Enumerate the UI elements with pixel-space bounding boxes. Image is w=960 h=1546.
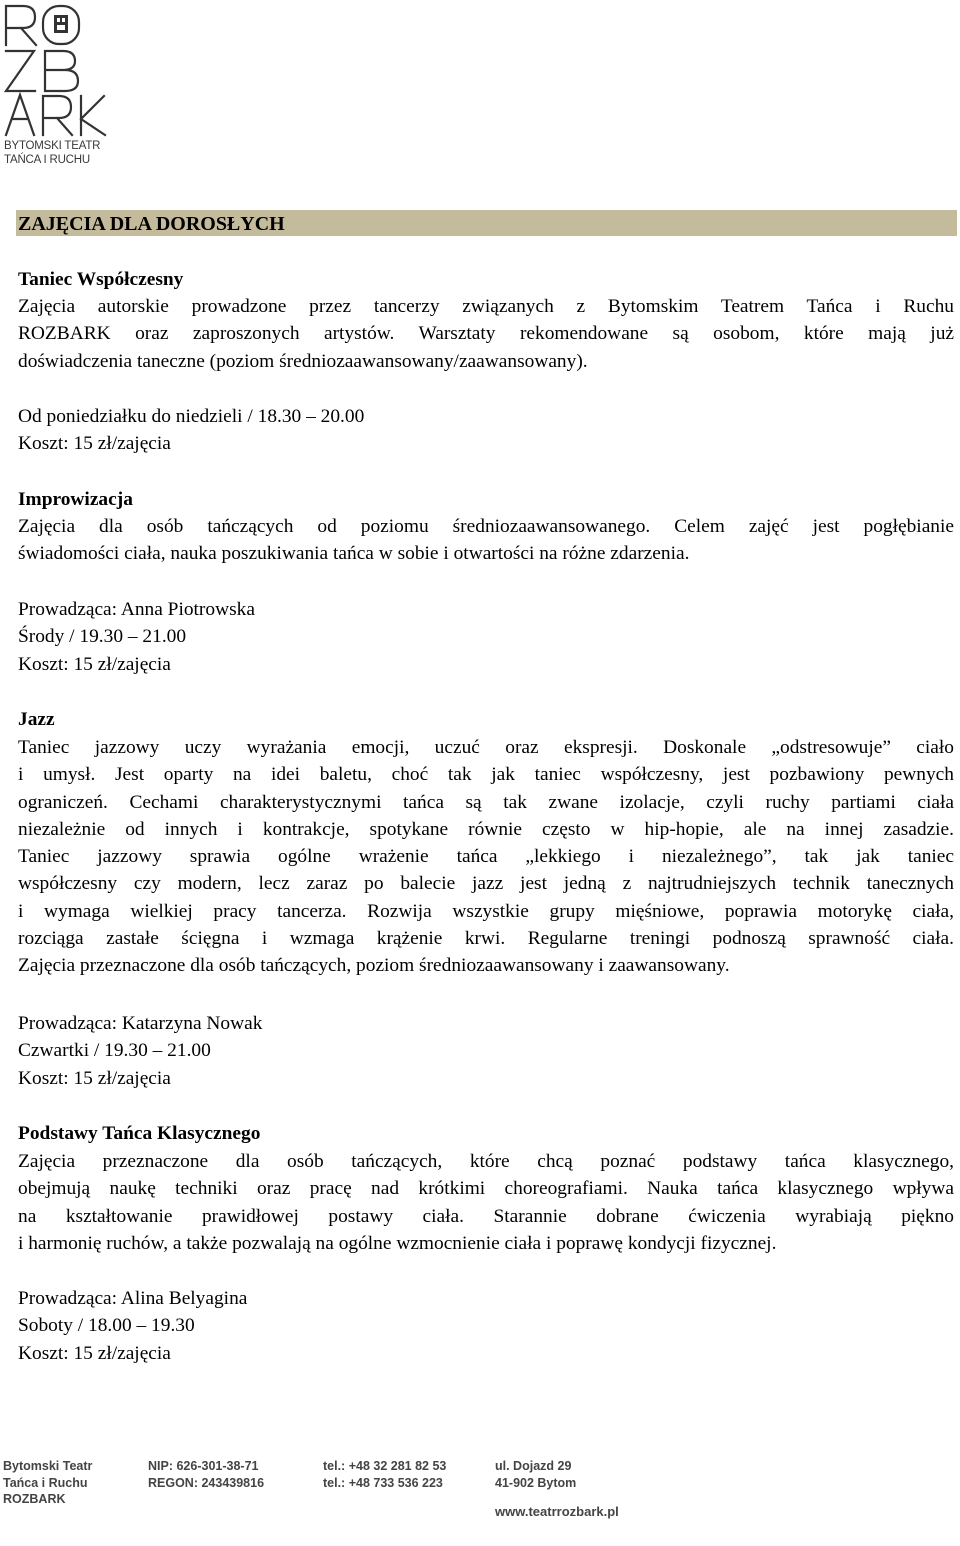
schedule-improwizacja: Środy / 19.30 – 21.00	[18, 626, 187, 647]
footer-address-line-2: 41-902 Bytom	[495, 1475, 577, 1490]
cost-podstawy-tanca-klasycznego: Koszt: 15 zł/zajęcia	[18, 1343, 171, 1364]
description-taniec-wspolczesny	[18, 293, 954, 375]
footer-phone-1: tel.: +48 32 281 82 53	[323, 1459, 447, 1473]
footer-name-line: ROZBARK	[3, 1492, 66, 1506]
paragraph-line: Taniec jazzowy uczy wyrażania emocji, uczuć oraz ekspresji. Doskonale „odstresowuje” ciało	[18, 737, 954, 758]
footer-website-link[interactable]: www.teatrrozbark.pl	[495, 1504, 619, 1519]
paragraph-line: ograniczeń. Cechami charakterystycznymi tańca są tak zwane izolacje, czyli ruchy partiami ciała	[18, 791, 954, 813]
paragraph-line: rozciąga zastałe ścięgna i wzmaga krążenie krwi. Regularne treningi podnoszą sprawność ciała.	[18, 928, 954, 950]
paragraph-line: i harmonię ruchów, a także pozwalają na ogólne wzmocnienie ciała i poprawę kondycji fizycznej.	[18, 1232, 777, 1254]
instructor-improwizacja: Prowadząca: Anna Piotrowska	[18, 599, 255, 620]
page-footer	[0, 1450, 960, 1546]
rozbark-logo-mark	[3, 3, 107, 137]
footer-address	[495, 1458, 576, 1491]
logo-caption-line-1: BYTOMSKI TEATR	[4, 140, 101, 152]
section-title: ZAJĘCIA DLA DOROSŁYCH	[18, 213, 285, 235]
footer-phones	[323, 1458, 446, 1491]
paragraph-line: i umysł. Jest oparty na idei baletu, choć tak jak taniec współczesny, jest pozbawiony pewnych	[18, 764, 954, 786]
paragraph-line: Zajęcia autorskie prowadzone przez tancerzy związanych z Bytomskim Teatrem Tańca i Ruchu	[18, 296, 954, 317]
paragraph-line: ROZBARK oraz zaproszonych artystów. Warsztaty rekomendowane są osobom, które mają już	[18, 323, 954, 345]
building-icon	[54, 15, 68, 33]
paragraph-line: Zajęcia dla osób tańczących od poziomu średniozaawansowanego. Celem zajęć jest pogłębianie	[18, 516, 954, 537]
paragraph-line: na kształtowanie prawidłowej postawy ciała. Starannie dobrane ćwiczenia wyrabiają piękno	[18, 1205, 954, 1227]
paragraph-line: Taniec jazzowy sprawia ogólne wrażenie tańca „lekkiego i niezależnego”, tak jak taniec	[18, 846, 954, 868]
cost-jazz: Koszt: 15 zł/zajęcia	[18, 1068, 171, 1089]
heading-podstawy-tanca-klasycznego: Podstawy Tańca Klasycznego	[18, 1123, 261, 1144]
cost-improwizacja: Koszt: 15 zł/zajęcia	[18, 654, 171, 675]
footer-company-ids	[148, 1458, 264, 1491]
description-improwizacja	[18, 513, 954, 568]
heading-jazz: Jazz	[18, 709, 55, 730]
paragraph-line: obejmują naukę techniki oraz pracę nad krótkimi choreografiami. Nauka tańca klasycznego wpływa	[18, 1178, 954, 1200]
paragraph-line: doświadczenia taneczne (poziom średniozaawansowany/zaawansowany).	[18, 350, 588, 372]
footer-nip: NIP: 626-301-38-71	[148, 1459, 259, 1473]
paragraph-line: świadomości ciała, nauka poszukiwania tańca w sobie i otwartości na różne zdarzenia.	[18, 543, 690, 565]
heading-improwizacja: Improwizacja	[18, 489, 133, 510]
description-jazz	[18, 734, 954, 980]
paragraph-line: współczesny czy modern, lecz zaraz po balecie jazz jest jedną z najtrudniejszych technik tanecznych	[18, 873, 954, 895]
footer-name-line: Tańca i Ruchu	[3, 1475, 88, 1490]
logo-caption	[4, 139, 108, 167]
footer-regon: REGON: 243439816	[148, 1475, 265, 1490]
instructor-podstawy-tanca-klasycznego: Prowadząca: Alina Belyagina	[18, 1288, 248, 1309]
footer-name-line: Bytomski Teatr	[3, 1459, 93, 1473]
cost-taniec-wspolczesny: Koszt: 15 zł/zajęcia	[18, 433, 171, 454]
instructor-jazz: Prowadząca: Katarzyna Nowak	[18, 1013, 263, 1034]
schedule-taniec-wspolczesny: Od poniedziałku do niedzieli / 18.30 – 20.00	[18, 406, 365, 427]
paragraph-line: niezależnie od innych i kontrakcje, spotykane równie często w hip-hopie, ale na innej zasadzie.	[18, 818, 954, 840]
schedule-jazz: Czwartki / 19.30 – 21.00	[18, 1040, 211, 1061]
schedule-podstawy-tanca-klasycznego: Soboty / 18.00 – 19.30	[18, 1315, 195, 1336]
paragraph-line: i wymaga wielkiej pracy tancerza. Rozwija wszystkie grupy mięśniowe, poprawia motorykę ciała,	[18, 900, 954, 922]
footer-phone-2: tel.: +48 733 536 223	[323, 1475, 443, 1490]
description-podstawy-tanca-klasycznego	[18, 1148, 954, 1257]
paragraph-line: Zajęcia przeznaczone dla osób tańczących, poziom średniozaawansowany i zaawansowany.	[18, 955, 730, 977]
footer-address-line-1: ul. Dojazd 29	[495, 1459, 572, 1473]
logo-caption-line-2: TAŃCA I RUCHU	[4, 154, 90, 166]
footer-organization-name	[3, 1458, 92, 1508]
theater-logo	[3, 3, 107, 169]
heading-taniec-wspolczesny: Taniec Współczesny	[18, 269, 184, 290]
paragraph-line: Zajęcia przeznaczone dla osób tańczących, które chcą poznać podstawy tańca klasycznego,	[18, 1151, 954, 1172]
